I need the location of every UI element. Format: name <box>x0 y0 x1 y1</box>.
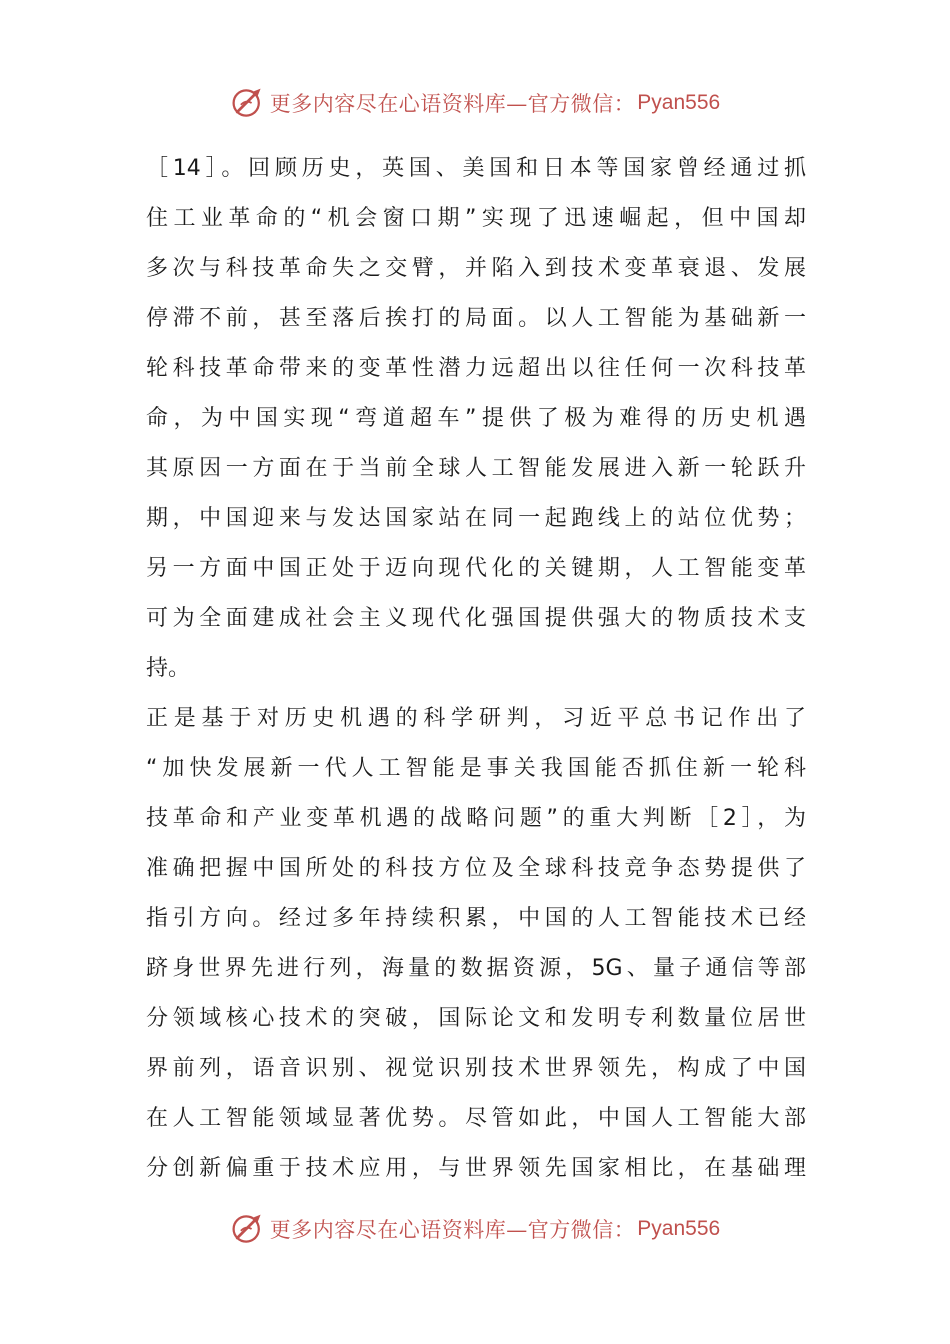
text-line: 持。 <box>146 656 191 681</box>
text-line: 其原因一方面在于当前全球人工智能发展进入新一轮跃升 <box>146 456 806 481</box>
pen-logo-icon <box>230 85 266 121</box>
text-line: 正是基于对历史机遇的科学研判，习近平总书记作出了 <box>146 706 806 731</box>
text-line: 期，中国迎来与发达国家站在同一起跑线上的站位优势； <box>146 506 806 531</box>
text-line: 另一方面中国正处于迈向现代化的关键期，人工智能变革 <box>146 556 806 581</box>
text-line: 跻身世界先进行列，海量的数据资源，5G、量子通信等部 <box>146 956 806 981</box>
text-line: ［14］。回顾历史，英国、美国和日本等国家曾经通过抓 <box>146 156 806 181</box>
text-line: 技革命和产业变革机遇的战略问题”的重大判断［2］，为 <box>146 806 806 831</box>
text-line: 命，为中国实现“弯道超车”提供了极为难得的历史机遇 <box>146 406 806 431</box>
text-line: “加快发展新一代人工智能是事关我国能否抓住新一轮科 <box>146 756 806 781</box>
text-line: 在人工智能领域显著优势。尽管如此，中国人工智能大部 <box>146 1106 806 1131</box>
footer-banner <box>0 1207 950 1251</box>
header-banner-text: 更多内容尽在心语资料库—官方微信： <box>269 92 636 116</box>
header-banner <box>0 81 950 125</box>
text-line: 界前列，语音识别、视觉识别技术世界领先，构成了中国 <box>146 1056 806 1081</box>
text-line: 停滞不前，甚至落后挨打的局面。以人工智能为基础新一 <box>146 306 806 331</box>
pen-logo-icon <box>230 1211 266 1247</box>
text-line: 分创新偏重于技术应用，与世界领先国家相比，在基础理 <box>146 1156 806 1181</box>
text-line: 可为全面建成社会主义现代化强国提供强大的物质技术支 <box>146 606 806 631</box>
text-line: 分领域核心技术的突破，国际论文和发明专利数量位居世 <box>146 1006 806 1031</box>
text-line: 住工业革命的“机会窗口期”实现了迅速崛起，但中国却 <box>146 206 806 231</box>
text-line: 轮科技革命带来的变革性潜力远超出以往任何一次科技革 <box>146 356 806 381</box>
text-line: 准确把握中国所处的科技方位及全球科技竞争态势提供了 <box>146 856 806 881</box>
text-line: 多次与科技革命失之交臂，并陷入到技术变革衰退、发展 <box>146 256 806 281</box>
document-body <box>146 146 806 1196</box>
footer-banner-text: 更多内容尽在心语资料库—官方微信： <box>269 1218 636 1242</box>
footer-wechat-id: Pyan556 <box>637 1217 721 1240</box>
text-line: 指引方向。经过多年持续积累，中国的人工智能技术已经 <box>146 906 806 931</box>
header-wechat-id: Pyan556 <box>637 91 721 114</box>
